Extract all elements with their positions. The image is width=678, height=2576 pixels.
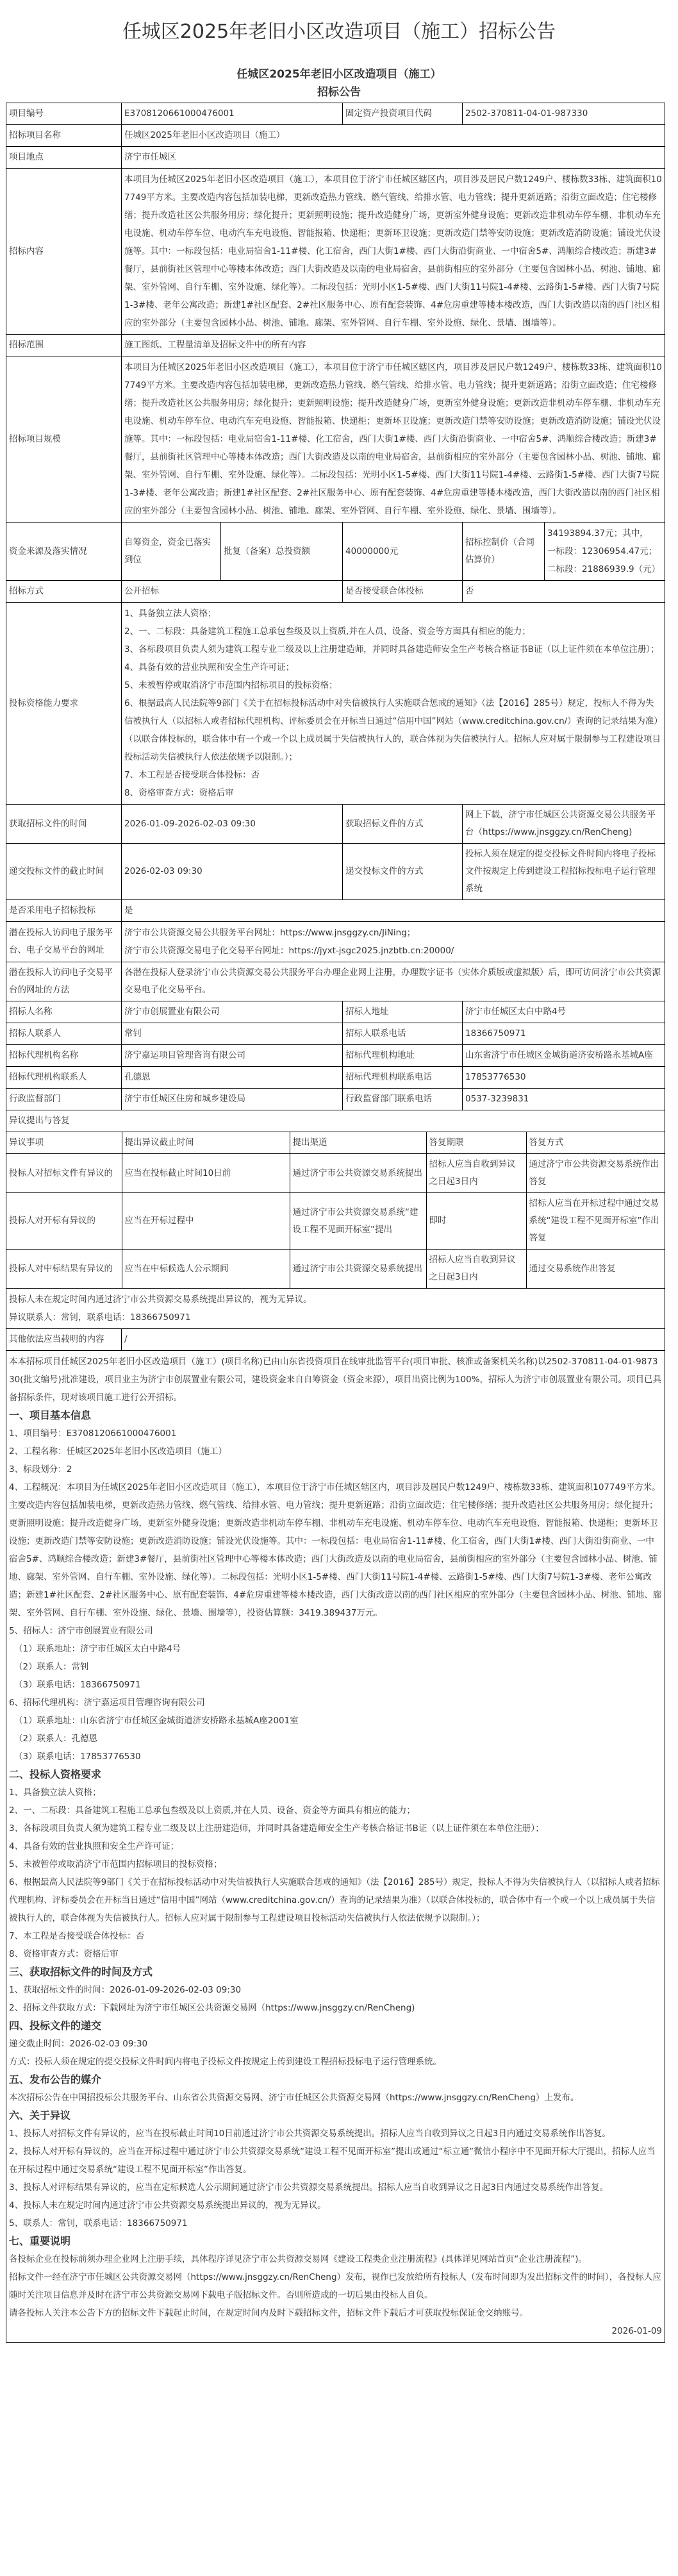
objection-cell: 投标人对开标有异议的 (6, 1193, 122, 1250)
control-price (545, 523, 665, 581)
section-line: 4、投标人未在规定时间内通过济宁市公共资源交易系统提出异议的，视为无异议。 (9, 2200, 326, 2211)
label: 项目编号 (6, 103, 122, 125)
page-title: 任城区2025年老旧小区改造项目（施工）招标公告 (122, 21, 556, 43)
section-heading: 三、获取招标文件的时间及方式 (9, 1966, 153, 1978)
label: 招标项目名称 (6, 125, 122, 147)
row-funding (6, 523, 665, 581)
objection-cell: 应当在开标过程中 (122, 1193, 290, 1250)
method: 公开招标 (122, 581, 343, 603)
section-heading: 四、投标文件的递交 (9, 2020, 102, 2032)
label: 是否采用电子招标投标 (6, 900, 122, 922)
row-other (6, 1329, 665, 1351)
objection-row (6, 1193, 665, 1250)
section-line: （3）联系电话：17853776530 (14, 1752, 141, 1762)
platform-url-link[interactable]: 济宁市公共资源交易公共服务平台网址：https://www.jnsggzy.cn/JiNing； (124, 928, 416, 938)
qualification-item: 2、一、二标段：具备建筑工程施工总承包叁级及以上资质,并在人员、设备、资金等方面具有相应的能力； (124, 626, 531, 637)
objection-cell: 投标人对招标文件有异议的 (6, 1154, 122, 1193)
objection-cell: 招标人应当自收到异议之日起3日内 (426, 1154, 526, 1193)
qualification-item: 1、具备独立法人资格； (124, 608, 217, 619)
label: 招标代理机构地址 (343, 1045, 463, 1067)
section-line: （1）联系地址：山东省济宁市任城区金城街道济安桥路永基城A座2001室 (14, 1716, 299, 1726)
label: 招标代理机构联系电话 (343, 1067, 463, 1089)
section-line: 5、未被暂停或取消济宁市范围内招标项目的投标资格； (9, 1859, 222, 1869)
section-line: 4、工程概况：本项目为任城区2025年老旧小区改造项目（施工），本项目位于济宁市任城区辖区内，项目涉及居民户数1249户、楼栋数33栋、建筑面积107749平方米。主要改造内容包括加装电梯，更新改造热力管线、燃气管线、给排水管、电力管线；提升更新道路；沿街立面改造；住宅楼修缮；提升改造社区公共服务用房；绿化提升；更新照明设施；提升改造健身广场，更新室外健身设施；更新改造非机动车停车棚、非机动车充电设施、机动车停车位、电动汽车充电设施、智能报箱、快递柜；更新环卫设施；更新改造门禁等安防设施；更新改造消防设施；铺设光伏设施等。其中：一标段包括：电业局宿舍1-11#楼、化工宿舍，西门大街1#楼、西门大街沿街商业、一中宿舍5#、鸿顺综合楼改造；新建3#餐厅，县前街社区管理中心等楼本体改造；西门大街改造及以南的电业局宿舍，县前街相应的室外部分（主要包含园林小品、树池、铺地、廊架、室外管网、自行车棚、室外设施、绿化等）。二标段包括：光明小区1-5#楼、西门大街11号院1-4#楼、云路街1-5#楼、西门大街7号院1-3#楼、老年公寓改造；新建1#社区配套、2#社区服务中心、原有配套装饰、4#危房重建等楼本楼改造，西门大街改造以南的西门社区相应的室外部分（主要包含园林小品、树池、铺地、廊架、室外管网、自行车棚、室外设施、绿化、景墙、围墙等），投资估算额：3419.389437万元。 (9, 1482, 662, 1618)
get-time: 2026-01-09-2026-02-03 09:30 (122, 805, 343, 844)
row-objection-title (6, 1110, 665, 1132)
section-line: 7、本工程是否接受联合体投标：否 (9, 1931, 145, 1941)
label: 批复（备案）总投资额 (221, 523, 343, 581)
section-line: 1、获取招标文件的时间：2026-01-09-2026-02-03 09:30 (9, 1985, 242, 1995)
electronic: 是 (122, 900, 665, 922)
objection-row (6, 1154, 665, 1193)
get-method[interactable]: 网上下载，济宁市任城区公共资源交易公共服务平台（https://www.jnsggzy.cn/RenCheng) (463, 805, 665, 844)
label: 潜在投标人访问电子服务平台、电子交易平台的网址 (6, 922, 122, 962)
label: 招标方式 (6, 581, 122, 603)
section-line: 5、招标人：济宁市创展置业有限公司 (9, 1626, 153, 1636)
objection-cell: 投标人对中标结果有异议的 (6, 1250, 122, 1289)
notice-body (6, 1351, 665, 2343)
sections (9, 1407, 662, 2322)
label: 项目地点 (6, 147, 122, 169)
fixed-asset-code: 2502-370811-04-01-987330 (463, 103, 665, 125)
row-submit (6, 844, 665, 900)
row-content (6, 169, 665, 335)
intro-paragraph: 本本招标项目任城区2025年老旧小区改造项目（施工）(项目名称)已由山东省投资项目在线审批监管平台(项目审批、核准或备案机关名称)以2502-370811-04-01-987330(批文编号)批准建设，项目业主为济宁市创展置业有限公司，建设资金来自自筹资金（资金来源），项目出资比例为100%，招标人为济宁市创展置业有限公司。项目已具备招标条件，现对该项目施工进行公开招标。 (9, 1357, 662, 1403)
row-agency (6, 1045, 665, 1067)
label: 招标人名称 (6, 1001, 122, 1023)
section-line: 递交截止时间：2026-02-03 09:30 (9, 2039, 148, 2049)
scope: 施工图纸、工程量清单及招标文件中的所有内容 (122, 335, 665, 356)
objection-cell: 招标人应当自收到异议之日起3日内 (426, 1250, 526, 1289)
section-line: 3、各标段项目负责人须为建筑工程专业二级及以上注册建造师，并同时具备建造师安全生产考核合格证书B证（以上证件须在本单位注册）； (9, 1823, 544, 1834)
qualification-item: 7、本工程是否接受联合体投标：否 (124, 770, 260, 780)
label: 招标项目规模 (6, 356, 122, 523)
row-location (6, 147, 665, 169)
objection-cell: 通过济宁市公共资源交易系统“建设工程不见面开标室”提出 (290, 1193, 426, 1250)
other: / (122, 1329, 665, 1351)
section-heading: 一、项目基本信息 (9, 1409, 92, 1421)
section-line: 1、投标人对招标文件有异议的，应当在投标截止时间10日前通过济宁市公共资源交易系统提出。招标人应当自收到异议之日起3日内通过交易系统作出答复。 (9, 2129, 611, 2139)
objection-cell: 招标人应当在开标过程中通过交易系统“建设工程不见面开标室”作出答复 (526, 1193, 665, 1250)
section-line: 8、资格审查方式：资格后审 (9, 1949, 119, 1959)
approved-invest: 40000000元 (343, 523, 463, 581)
platform-method: 各潜在投标人登录济宁市公共资源交易公共服务平台办理企业网上注册，办理数字证书（实体介质版或虚拟版）后，即可访问济宁市公共资源交易电子化交易平台。 (122, 962, 665, 1001)
qualification-item: 6、根据最高人民法院等9部门《关于在招标投标活动中对失信被执行人实施联合惩戒的通知》（法【2016】285号）规定，投标人不得为失信被执行人（以招标人或者招标代理机构、评标委员会在开标当日通过“信用中国”网站（www.creditchina.gov.cn/）查询的记录结果为准）（以联合体投标的，联合体中有一个或一个以上成员属于失信被执行人的，联合体视为失信被执行人。招标人应对属于限制参与工程建设项目投标活动失信被执行人依法依规予以限制。）； (124, 698, 661, 762)
row-supervisor (6, 1089, 665, 1110)
platform-urls (122, 922, 665, 962)
objection-header-cell: 答复期限 (426, 1132, 526, 1154)
agency-phone: 17853776530 (463, 1067, 665, 1089)
section-line: 2、招标文件获取方式：下载网址为济宁市任城区公共资源交易网（https://www.jnsggzy.cn/RenCheng) (9, 2003, 415, 2013)
label: 招标人地址 (343, 1001, 463, 1023)
content: 本项目为任城区2025年老旧小区改造项目（施工），本项目位于济宁市任城区辖区内，项目涉及居民户数1249户、楼栋数33栋、建筑面积107749平方米。主要改造内容包括加装电梯，更新改造热力管线、燃气管线、给排水管、电力管线；提升更新道路；沿街立面改造；住宅楼修缮；提升改造社区公共服务用房；绿化提升；更新照明设施；提升改造健身广场，更新室外健身设施；更新改造非机动车停车棚、非机动车充电设施、机动车停车位、电动汽车充电设施、智能报箱、快递柜；更新环卫设施；更新改造门禁等安防设施；更新改造消防设施；铺设光伏设施等。其中：一标段包括：电业局宿舍1-11#楼、化工宿舍，西门大街1#楼、西门大街沿街商业、一中宿舍5#、鸿顺综合楼改造；新建3#餐厅，县前街社区管理中心等楼本体改造；西门大街改造及以南的电业局宿舍，县前街相应的室外部分（主要包含园林小品、树池、铺地、廊架、室外管网、自行车棚、室外设施、绿化等）。二标段包括：光明小区1-5#楼、西门大街11号院1-4#楼、云路街1-5#楼、西门大街7号院1-3#楼、老年公寓改造；新建1#社区配套、2#社区服务中心、原有配套装饰、4#危房重建等楼本楼改造，西门大街改造以南的西门社区相应的室外部分（主要包含园林小品、树池、铺地、廊架、室外管网、自行车棚、室外设施、绿化、景墙、围墙等）。 (122, 169, 665, 335)
qualification (122, 603, 665, 805)
label: 招标范围 (6, 335, 122, 356)
control-price-line: 一标段：12306954.47元； (547, 546, 657, 556)
section-line: 1、具备独立法人资格； (9, 1787, 101, 1798)
section-line: 1、项目编号：E3708120661000476001 (9, 1428, 177, 1439)
row-method (6, 581, 665, 603)
qualification-item: 4、具备有效的营业执照和安全生产许可证； (124, 662, 295, 673)
section-line: （1）联系地址：济宁市任城区太白中路4号 (14, 1644, 181, 1654)
row-project-no (6, 103, 665, 125)
objection-header-cell: 提出异议截止时间 (122, 1132, 290, 1154)
section-line: 招标文件一经在济宁市任城区公共资源交易网（https://www.jnsggzy.cn/RenCheng）发布，视作已发放给所有投标人（发布时间即为发出招标文件的时间），各投标人应随时关注项目信息并及时在济宁市公共资源交易网下载电子版招标文件。否则所造成的一切后果由投标人自负。 (9, 2272, 661, 2300)
label: 递交投标文件的截止时间 (6, 844, 122, 900)
section-heading: 七、重要说明 (9, 2235, 71, 2247)
label: 递交投标文件的方式 (343, 844, 463, 900)
objection-contact: 异议联系人：常钊，联系电话：18366750971 (9, 1312, 191, 1323)
section-line: 2、一、二标段：具备建筑工程施工总承包叁级及以上资质,并在人员、设备、资金等方面具有相应的能力； (9, 1805, 415, 1816)
tenderer-phone: 18366750971 (463, 1023, 665, 1045)
project-no: E3708120661000476001 (122, 103, 343, 125)
location: 济宁市任城区 (122, 147, 665, 169)
tenderer: 济宁市创展置业有限公司 (122, 1001, 343, 1023)
section-line: 6、根据最高人民法院等9部门《关于在招标投标活动中对失信被执行人实施联合惩戒的通知》（法【2016】285号）规定，投标人不得为失信被执行人（以招标人或者招标代理机构、评标委员会在开标当日通过“信用中国”网站（www.creditchina.gov.cn/）查询的记录结果为准）（以联合体投标的，联合体中有一个或一个以上成员属于失信被执行人的，联合体视为失信被执行人。招标人应对属于限制参与工程建设项目投标活动失信被执行人依法依规予以限制。）； (9, 1877, 660, 1923)
qualification-item: 8、资格审查方式：资格后审 (124, 788, 234, 798)
objection-note (6, 1289, 665, 1329)
objection-cell: 应当在中标候选人公示期间 (122, 1250, 290, 1289)
submit-deadline: 2026-02-03 09:30 (122, 844, 343, 900)
label: 行政监督部门 (6, 1089, 122, 1110)
row-get-docs (6, 805, 665, 844)
section-heading: 五、发布公告的媒介 (9, 2073, 102, 2086)
row-platform-method (6, 962, 665, 1001)
publish-date: 2026-01-09 (611, 2326, 663, 2336)
objection-header-row (6, 1132, 665, 1289)
section-line: 各投标企业在投标前须办理企业网上注册手续，具体程序详见济宁市公共资源交易网《建设工程类企业注册流程》(具体详见网站首页“企业注册流程”)。 (9, 2254, 588, 2264)
funding: 自筹资金，资金已落实到位 (122, 523, 221, 581)
qualification-item: 3、各标段项目负责人须为建筑工程专业二级及以上注册建造师，并同时具备建造师安全生产考核合格证书B证（以上证件须在本单位注册）； (124, 644, 659, 655)
row-qualification (6, 603, 665, 805)
objection-title: 异议提出与答复 (6, 1110, 665, 1132)
section-line: 3、投标人对评标结果有异议的，应当在定标候选人公示期间通过济宁市公共资源交易系统提出。招标人应当自收到异议之日起3日内通过交易系统作出答复。 (9, 2182, 609, 2193)
notice-subtitle: 任城区2025年老旧小区改造项目（施工） (236, 68, 442, 81)
section-heading: 六、关于异议 (9, 2109, 71, 2121)
row-scale (6, 356, 665, 523)
label: 资金来源及落实情况 (6, 523, 122, 581)
section-line: 5、联系人：常钊，联系电话：18366750971 (9, 2218, 188, 2229)
objection-header (6, 1132, 665, 1154)
objection-cell: 通过济宁市公共资源交易系统提出 (290, 1250, 426, 1289)
objection-header-cell: 答复方式 (526, 1132, 665, 1154)
consortium: 否 (463, 581, 665, 603)
section-line: 请各投标人关注本公告下方的招标文件下载起止时间，在规定时间内及时下载招标文件，招标文件下载后才可获取投标保证金交纳账号。 (9, 2308, 528, 2318)
objection-cell: 通过济宁市公共资源交易系统作出答复 (526, 1154, 665, 1193)
control-price-line: 二标段：21886939.9（元） (547, 564, 661, 574)
project-name: 任城区2025年老旧小区改造项目（施工） (122, 125, 665, 147)
section-line: 2、工程名称：任城区2025年老旧小区改造项目（施工） (9, 1446, 227, 1457)
objection-row (6, 1250, 665, 1289)
objection-table (6, 1132, 665, 1288)
row-electronic (6, 900, 665, 922)
notice-table (6, 103, 665, 2343)
label: 招标控制价（合同估算价） (463, 523, 545, 581)
row-agency-contact (6, 1067, 665, 1089)
objection-note-line: 投标人未在规定时间内通过济宁市公共资源交易系统提出异议的，视为无异议。 (9, 1294, 312, 1305)
agency: 济宁嘉运项目管理咨询有限公司 (122, 1045, 343, 1067)
section-line: （3）联系电话：18366750971 (14, 1680, 141, 1690)
tenderer-addr: 济宁市任城区太白中路4号 (463, 1001, 665, 1023)
notice-subtitle-2: 招标公告 (317, 86, 361, 99)
agency-addr: 山东省济宁市任城区金城街道济安桥路永基城A座 (463, 1045, 665, 1067)
label: 招标人联系电话 (343, 1023, 463, 1045)
row-tenderer-contact (6, 1023, 665, 1045)
submit-method: 投标人须在规定的提交投标文件时间内将电子投标文件按规定上传到建设工程招标投标电子运行管理系统 (463, 844, 665, 900)
label: 是否接受联合体投标 (343, 581, 463, 603)
supervisor-phone: 0537-3239831 (463, 1089, 665, 1110)
control-price-line: 34193894.37元；其中， (547, 528, 649, 539)
section-line: 本次招标公告在中国招投标公共服务平台、山东省公共资源交易网、济宁市任城区公共资源交易网（https://www.jnsggzy.cn/RenCheng）上发布。 (9, 2093, 579, 2103)
section-heading: 二、投标人资格要求 (9, 1768, 102, 1780)
platform-url-link[interactable]: 济宁市公共资源交易电子化交易平台网址：https://jyxt-jsgc2025.jnzbtb.cn:20000/ (124, 946, 454, 956)
objection-cell: 即时 (426, 1193, 526, 1250)
objection-header-cell: 异议事项 (6, 1132, 122, 1154)
label: 潜在投标人访问电子交易平台的网址的方法 (6, 962, 122, 1001)
label: 固定资产投资项目代码 (343, 103, 463, 125)
row-body (6, 1351, 665, 2343)
section-line: 方式：投标人须在规定的提交投标文件时间内将电子投标文件按规定上传到建设工程招标投标电子运行管理系统。 (9, 2057, 442, 2067)
section-line: 4、具备有效的营业执照和安全生产许可证； (9, 1841, 179, 1852)
label: 获取招标文件的方式 (343, 805, 463, 844)
label: 招标代理机构联系人 (6, 1067, 122, 1089)
label: 获取招标文件的时间 (6, 805, 122, 844)
label: 招标内容 (6, 169, 122, 335)
row-scope (6, 335, 665, 356)
objection-cell: 应当在投标截止时间10日前 (122, 1154, 290, 1193)
scale: 本项目为任城区2025年老旧小区改造项目（施工），本项目位于济宁市任城区辖区内，项目涉及居民户数1249户、楼栋数33栋、建筑面积107749平方米。主要改造内容包括加装电梯，更新改造热力管线、燃气管线、给排水管、电力管线；提升更新道路；沿街立面改造；住宅楼修缮；提升改造社区公共服务用房；绿化提升；更新照明设施；提升改造健身广场，更新室外健身设施；更新改造非机动车停车棚、非机动车充电设施、机动车停车位、电动汽车充电设施、智能报箱、快递柜；更新环卫设施；更新改造门禁等安防设施；更新改造消防设施；铺设光伏设施等。其中：一标段包括：电业局宿舍1-11#楼、化工宿舍，西门大街1#楼、西门大街沿街商业、一中宿舍5#、鸿顺综合楼改造；新建3#餐厅，县前街社区管理中心等楼本体改造；西门大街改造及以南的电业局宿舍，县前街相应的室外部分（主要包含园林小品、树池、铺地、廊架、室外管网、自行车棚、室外设施、绿化等）。二标段包括：光明小区1-5#楼、西门大街11号院1-4#楼、云路街1-5#楼、西门大街7号院1-3#楼、老年公寓改造；新建1#社区配套、2#社区服务中心、原有配套装饰、4#危房重建等楼本楼改造，西门大街改造以南的西门社区相应的室外部分（主要包含园林小品、树池、铺地、廊架、室外管网、自行车棚、室外设施、绿化、景墙、围墙等）。 (122, 356, 665, 523)
row-objection-note (6, 1289, 665, 1329)
section-line: 2、投标人对开标有异议的，应当在开标过程中通过济宁市公共资源交易系统“建设工程不见面开标室”提出或通过“标立通”微信小程序中不见面开标大厅提出，招标人应当在开标过程中通过交易系统“建设工程不见面开标室”作出答复。 (9, 2146, 656, 2175)
label: 招标代理机构名称 (6, 1045, 122, 1067)
section-line: （2）联系人：常钊 (14, 1662, 89, 1672)
section-line: 6、招标代理机构：济宁嘉运项目管理咨询有限公司 (9, 1698, 205, 1708)
objection-header-cell: 提出渠道 (290, 1132, 426, 1154)
tenderer-contact: 常钊 (122, 1023, 343, 1045)
label: 投标资格能力要求 (6, 603, 122, 805)
row-project-name (6, 125, 665, 147)
section-line: 3、标段划分：2 (9, 1464, 72, 1475)
agency-contact: 孔德恩 (122, 1067, 343, 1089)
section-line: （2）联系人：孔德恩 (14, 1734, 98, 1744)
label: 其他依法应当载明的内容 (6, 1329, 122, 1351)
row-platform-urls (6, 922, 665, 962)
label: 招标人联系人 (6, 1023, 122, 1045)
label: 行政监督部门联系电话 (343, 1089, 463, 1110)
row-tenderer (6, 1001, 665, 1023)
objection-cell: 通过交易系统作出答复 (526, 1250, 665, 1289)
qualification-item: 5、未被暂停或取消济宁市范围内招标项目的投标资格； (124, 680, 338, 690)
objection-cell: 通过济宁市公共资源交易系统提出 (290, 1154, 426, 1193)
supervisor: 济宁市任城区住房和城乡建设局 (122, 1089, 343, 1110)
